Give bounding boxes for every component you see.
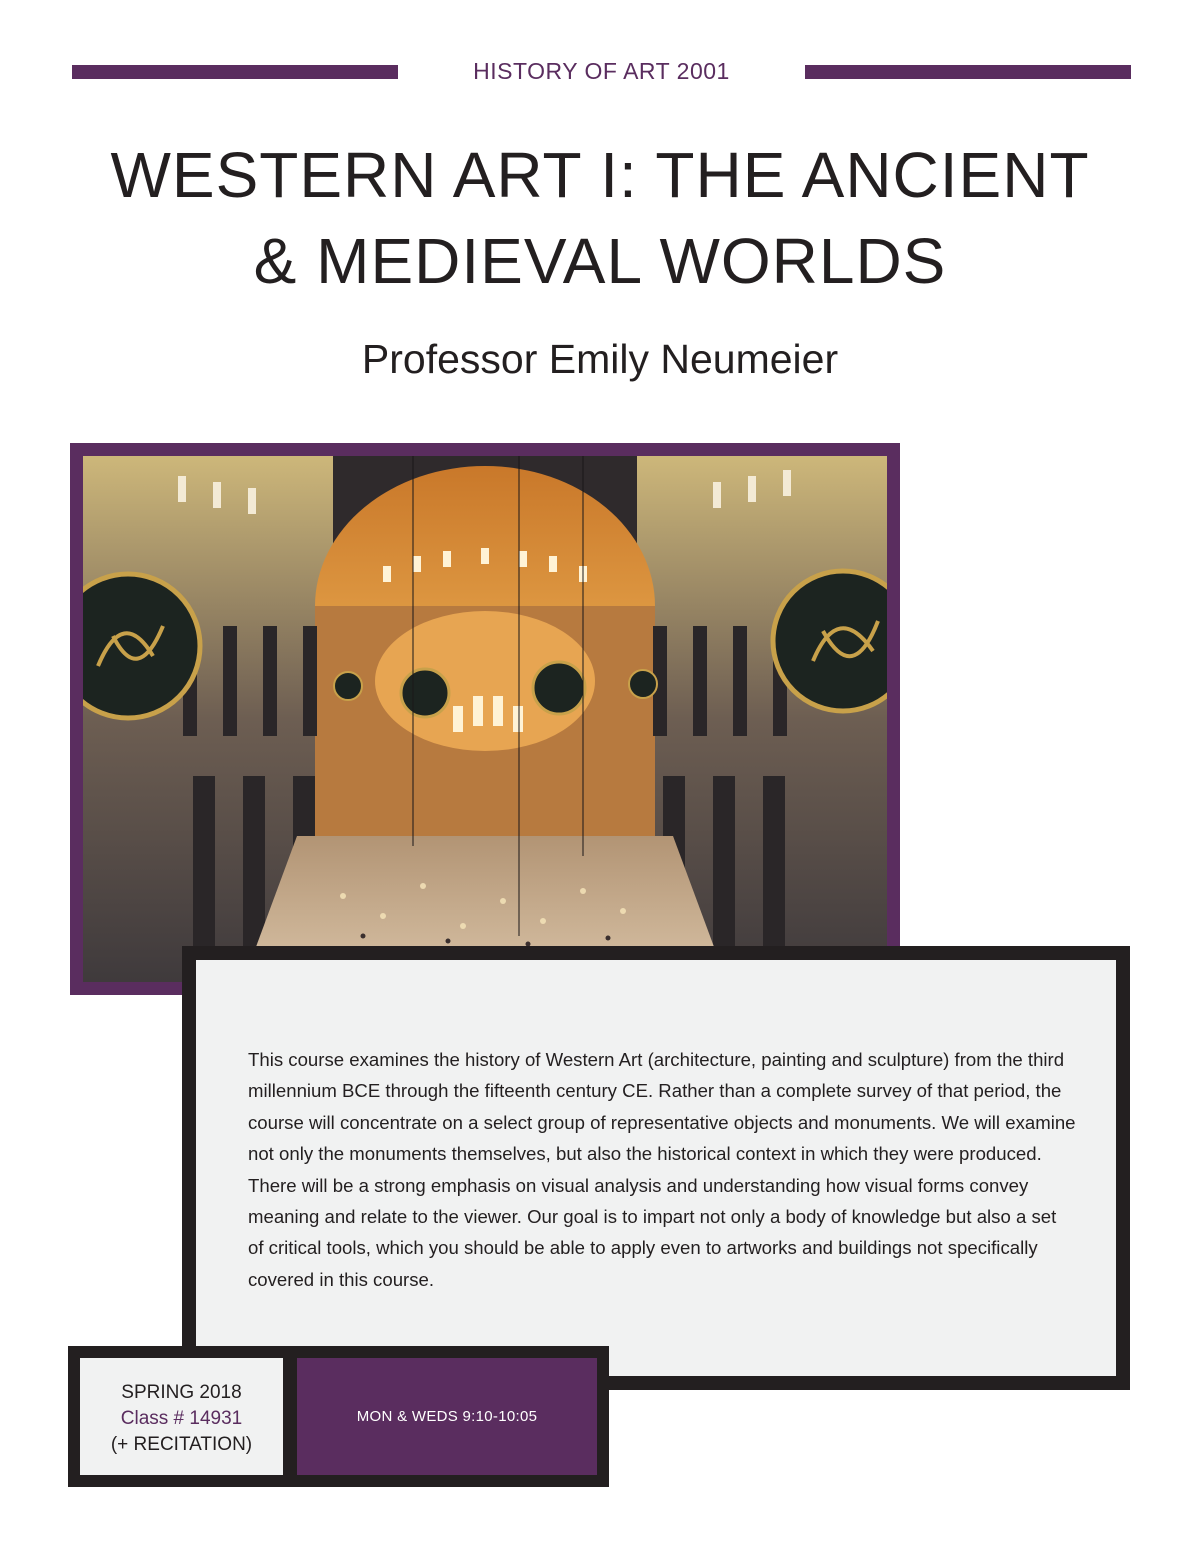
course-title-line-2: & MEDIEVAL WORLDS	[253, 225, 947, 297]
schedule-text: MON & WEDS 9:10-10:05	[356, 1408, 538, 1425]
course-description: This course examines the history of Western Art (architecture, painting and sculpture) from the third millennium BCE through the fifteenth century CE. Rather than a complete survey of that period, the course will concentrate on a select group of representative objects and monuments. We will examine not only the monuments themselves, but also the historical context in which they were produced. There will be a strong emphasis on visual analysis and understanding how visual forms convey meaning and relate to the viewer. Our goal is to impart not only a body of knowledge but also a set of critical tools, which you should be able to apply even to artworks and buildings not specifically covered in this course.	[248, 1049, 1076, 1290]
professor-name: Professor Emily Neumeier	[361, 336, 839, 382]
term-panel	[80, 1358, 283, 1475]
course-title	[60, 132, 1140, 304]
class-number: Class # 14931	[120, 1408, 243, 1429]
course-code: HISTORY OF ART 2001	[473, 58, 730, 84]
photo-frame	[70, 443, 900, 995]
hagia-sophia-illustration	[83, 456, 887, 982]
recitation-note: (+ RECITATION)	[110, 1434, 253, 1455]
term-label: SPRING 2018	[121, 1382, 242, 1403]
course-description-box	[182, 946, 1130, 1390]
hagia-sophia-photo	[83, 456, 887, 982]
header-rule-left	[72, 65, 398, 79]
course-description-panel	[196, 960, 1116, 1376]
course-title-line-1: WESTERN ART I: THE ANCIENT	[110, 139, 1090, 211]
header-rule-right	[805, 65, 1131, 79]
schedule-panel	[297, 1358, 597, 1475]
course-info-box	[68, 1346, 609, 1487]
